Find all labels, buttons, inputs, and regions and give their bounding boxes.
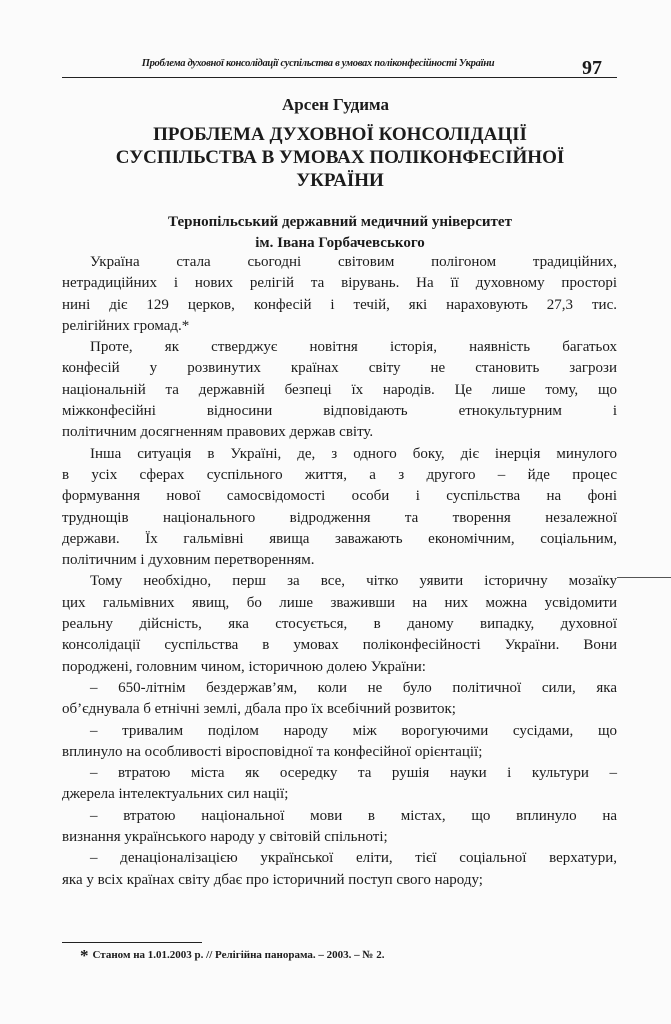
affiliation-line: Тернопільський державний медичний університет: [168, 214, 512, 230]
title-line: УКРАЇНИ: [296, 170, 384, 191]
paragraph-4-line: реальну дійсність, яка стосується, в даному випадку, духовної: [62, 616, 617, 633]
affiliation-line: ім. Івана Горбачевського: [255, 235, 425, 251]
paragraph-4-line: цих гальмівних явищ, бо лише зваживши на них можна усвідомити: [62, 594, 617, 611]
list-item-line: – 650-літнім бездержав’ям, коли не було політичної сили, яка: [90, 679, 617, 696]
paragraph-3-line: політичним і духовним перетворенням.: [62, 552, 315, 569]
footnote: [80, 946, 384, 966]
paragraph-3-line: формування нової самосвідомості особи і суспільства на фоні: [62, 488, 617, 505]
footnote-text: Станом на 1.01.2003 р. // Релігійна панорама. – 2003. – № 2.: [92, 949, 385, 961]
paragraph-3-line: держави. Їх гальмівні явища заважають економічним, соціальним,: [62, 530, 617, 547]
list-item-line: – денаціоналізацією української еліти, тієї соціальної верхатури,: [90, 850, 617, 867]
author-name: Арсен Гудима: [281, 95, 390, 114]
affiliation: [70, 212, 610, 254]
scan-edge-line: [617, 577, 671, 578]
list-item-line: вплинуло на особливості віросповідної та конфесійної орієнтації;: [62, 743, 483, 760]
article-body: [62, 252, 617, 891]
paragraph-3-line: Інша ситуація в Україні, де, з одного боку, діє інерція минулого: [90, 445, 617, 462]
list-item-line: джерела інтелектуальних сил нації;: [62, 786, 289, 803]
paragraph-2-line: Проте, як стверджує новітня історія, наявність багатьох: [90, 339, 617, 356]
paragraph-1-line: нині діє 129 церков, конфесій і течій, які нараховують 27,3 тис.: [62, 296, 617, 313]
list-item-line: – тривалим поділом народу між ворогуючими сусідами, що: [90, 722, 617, 739]
paragraph-2-line: міжконфесійні відносини відповідають етнокультурним і: [62, 403, 617, 420]
paragraph-3-line: труднощів національного відродження та творення незалежної: [62, 509, 617, 526]
footnote-rule: [62, 942, 202, 943]
article-title: [70, 123, 610, 192]
paragraph-2-line: політичним досягненням правових держав світу.: [62, 424, 374, 441]
list-item-line: – втратою міста як осередку та рушія науки і культури –: [90, 765, 617, 782]
paragraph-1-line: нетрадиційних і нових релігій та вірувань. На її духовному просторі: [62, 275, 617, 292]
list-item-line: об’єднувала б етнічні землі, дбала про їх всебічний розвиток;: [62, 701, 456, 718]
paragraph-1-line: релігійних громад.*: [62, 317, 190, 334]
page-number: 97: [582, 57, 602, 79]
paragraph-2-line: національній та державній безпеці їх народів. Це лише тому, що: [62, 381, 617, 398]
paragraph-4-line: Тому необхідно, перш за все, чітко уявити історичну мозаїку: [90, 573, 617, 590]
list-item-line: яка у всіх країнах світу дбає про історичний поступ свого народу;: [62, 871, 483, 888]
list-item-line: – втратою національної мови в містах, що вплинуло на: [90, 807, 617, 824]
title-line: СУСПІЛЬСТВА В УМОВАХ ПОЛІКОНФЕСІЙНОЇ: [115, 147, 565, 168]
paragraph-1-line: Україна стала сьогодні світовим полігоном традиційних,: [90, 254, 617, 270]
paragraph-3-line: в усіх сферах суспільного життя, а з другого – йде процес: [62, 466, 617, 483]
paragraph-4-line: породжені, головним чином, історичною долею України:: [62, 658, 426, 675]
title-line: ПРОБЛЕМА ДУХОВНОЇ КОНСОЛІДАЦІЇ: [153, 124, 527, 145]
paragraph-2-line: конфесій у розвинутих країнах світу не становить загрози: [62, 360, 617, 377]
header-rule: [62, 77, 617, 78]
footnote-marker: *: [80, 946, 89, 965]
paragraph-4-line: консолідації суспільства в умовах поліконфесійності України. Вони: [62, 637, 617, 654]
running-head: Проблема духовної консолідації суспільства в умовах поліконфесійності України: [141, 58, 495, 69]
list-item-line: визнання українського народу у світовій спільноті;: [62, 829, 388, 846]
